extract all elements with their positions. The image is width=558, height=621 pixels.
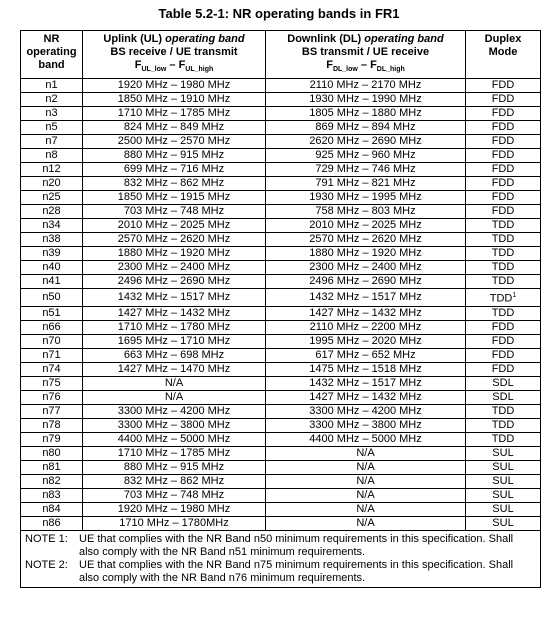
- band-cell: n20: [21, 177, 83, 191]
- band-cell: n70: [21, 334, 83, 348]
- duplex-cell: FDD: [466, 177, 541, 191]
- table-title: Table 5.2-1: NR operating bands in FR1: [158, 6, 400, 21]
- duplex-cell: TDD: [466, 418, 541, 432]
- uplink-cell: 1920 MHz – 1980 MHz: [83, 502, 266, 516]
- uplink-cell: N/A: [83, 390, 266, 404]
- nr-bands-table: [20, 30, 541, 588]
- duplex-cell: SUL: [466, 446, 541, 460]
- downlink-cell: 1805 MHz – 1880 MHz: [266, 107, 466, 121]
- duplex-cell: FDD: [466, 163, 541, 177]
- band-cell: n28: [21, 205, 83, 219]
- downlink-cell: 1432 MHz – 1517 MHz: [266, 289, 466, 307]
- downlink-cell: 2110 MHz – 2170 MHz: [266, 79, 466, 93]
- duplex-cell: FDD: [466, 320, 541, 334]
- band-cell: n7: [21, 135, 83, 149]
- table-row: [21, 320, 541, 334]
- band-cell: n81: [21, 460, 83, 474]
- downlink-cell: 2010 MHz – 2025 MHz: [266, 219, 466, 233]
- downlink-cell: 791 MHz – 821 MHz: [266, 177, 466, 191]
- table-row: [21, 362, 541, 376]
- table-row: [21, 275, 541, 289]
- band-cell: n76: [21, 390, 83, 404]
- uplink-cell: 832 MHz – 862 MHz: [83, 474, 266, 488]
- duplex-cell: FDD: [466, 107, 541, 121]
- table-row: [21, 306, 541, 320]
- duplex-cell: FDD: [466, 334, 541, 348]
- table-row: [21, 93, 541, 107]
- downlink-cell: 1427 MHz – 1432 MHz: [266, 306, 466, 320]
- uplink-cell: 3300 MHz – 4200 MHz: [83, 404, 266, 418]
- uplink-cell: 2496 MHz – 2690 MHz: [83, 275, 266, 289]
- downlink-cell: 729 MHz – 746 MHz: [266, 163, 466, 177]
- header-row: [21, 31, 541, 79]
- uplink-cell: 1850 MHz – 1915 MHz: [83, 191, 266, 205]
- downlink-cell: N/A: [266, 460, 466, 474]
- downlink-cell: 1432 MHz – 1517 MHz: [266, 376, 466, 390]
- band-cell: n8: [21, 149, 83, 163]
- table-row: [21, 502, 541, 516]
- uplink-cell: 880 MHz – 915 MHz: [83, 460, 266, 474]
- table-row: [21, 289, 541, 307]
- table-row: [21, 121, 541, 135]
- table-row: [21, 261, 541, 275]
- duplex-cell: FDD: [466, 149, 541, 163]
- band-cell: n34: [21, 219, 83, 233]
- band-cell: n38: [21, 233, 83, 247]
- uplink-cell: 2300 MHz – 2400 MHz: [83, 261, 266, 275]
- duplex-cell: FDD: [466, 121, 541, 135]
- downlink-cell: 1995 MHz – 2020 MHz: [266, 334, 466, 348]
- table-row: [21, 191, 541, 205]
- band-cell: n66: [21, 320, 83, 334]
- downlink-cell: 2300 MHz – 2400 MHz: [266, 261, 466, 275]
- band-cell: n12: [21, 163, 83, 177]
- table-body: [21, 79, 541, 531]
- band-cell: n2: [21, 93, 83, 107]
- table-row: [21, 376, 541, 390]
- table-row: [21, 446, 541, 460]
- uplink-cell: 1880 MHz – 1920 MHz: [83, 247, 266, 261]
- downlink-cell: 869 MHz – 894 MHz: [266, 121, 466, 135]
- downlink-cell: 1930 MHz – 1995 MHz: [266, 191, 466, 205]
- header-band: NR operating band: [21, 31, 83, 79]
- footnote-marker: 1: [512, 292, 517, 300]
- duplex-cell: FDD: [466, 362, 541, 376]
- header-downlink: Downlink (DL) operating band BS transmit / UE receive $F_{DL\_low} - F_{DL\_high}$: [266, 31, 466, 79]
- downlink-cell: 2570 MHz – 2620 MHz: [266, 233, 466, 247]
- uplink-cell: 1427 MHz – 1432 MHz: [83, 306, 266, 320]
- duplex-cell: TDD: [466, 404, 541, 418]
- uplink-cell: 1850 MHz – 1910 MHz: [83, 93, 266, 107]
- band-cell: n78: [21, 418, 83, 432]
- uplink-cell: 1710 MHz – 1780 MHz: [83, 320, 266, 334]
- uplink-cell: 1710 MHz – 1785 MHz: [83, 107, 266, 121]
- downlink-cell: N/A: [266, 502, 466, 516]
- uplink-cell: 2570 MHz – 2620 MHz: [83, 233, 266, 247]
- band-cell: n84: [21, 502, 83, 516]
- table-row: [21, 390, 541, 404]
- band-cell: n5: [21, 121, 83, 135]
- duplex-cell: SUL: [466, 460, 541, 474]
- table-row: [21, 247, 541, 261]
- uplink-cell: 1710 MHz – 1785 MHz: [83, 446, 266, 460]
- table-row: [21, 135, 541, 149]
- uplink-cell: 703 MHz – 748 MHz: [83, 205, 266, 219]
- duplex-cell: SUL: [466, 474, 541, 488]
- band-cell: n79: [21, 432, 83, 446]
- downlink-cell: 2620 MHz – 2690 MHz: [266, 135, 466, 149]
- table-row: [21, 348, 541, 362]
- uplink-cell: 663 MHz – 698 MHz: [83, 348, 266, 362]
- downlink-cell: 617 MHz – 652 MHz: [266, 348, 466, 362]
- table-row: [21, 418, 541, 432]
- uplink-cell: 4400 MHz – 5000 MHz: [83, 432, 266, 446]
- band-cell: n86: [21, 516, 83, 530]
- downlink-cell: 2496 MHz – 2690 MHz: [266, 275, 466, 289]
- band-cell: n75: [21, 376, 83, 390]
- uplink-cell: N/A: [83, 376, 266, 390]
- band-cell: n77: [21, 404, 83, 418]
- uplink-cell: 880 MHz – 915 MHz: [83, 149, 266, 163]
- duplex-cell: FDD: [466, 205, 541, 219]
- header-uplink: Uplink (UL) operating band BS receive / UE transmit $F_{UL\_low} - F_{UL\_high}$: [83, 31, 266, 79]
- downlink-cell: N/A: [266, 474, 466, 488]
- table-row: [21, 149, 541, 163]
- uplink-cell: 2010 MHz – 2025 MHz: [83, 219, 266, 233]
- duplex-cell: SDL: [466, 376, 541, 390]
- downlink-cell: 1880 MHz – 1920 MHz: [266, 247, 466, 261]
- band-cell: n41: [21, 275, 83, 289]
- band-cell: n51: [21, 306, 83, 320]
- table-row: [21, 516, 541, 530]
- band-cell: n80: [21, 446, 83, 460]
- uplink-cell: 703 MHz – 748 MHz: [83, 488, 266, 502]
- band-cell: n25: [21, 191, 83, 205]
- band-cell: n50: [21, 289, 83, 307]
- notes-cell: [21, 530, 541, 587]
- table-row: [21, 219, 541, 233]
- duplex-cell: FDD: [466, 191, 541, 205]
- downlink-cell: 925 MHz – 960 MHz: [266, 149, 466, 163]
- table-row: [21, 107, 541, 121]
- uplink-cell: 1695 MHz – 1710 MHz: [83, 334, 266, 348]
- band-cell: n74: [21, 362, 83, 376]
- table-row: [21, 334, 541, 348]
- band-cell: n71: [21, 348, 83, 362]
- table-row: [21, 474, 541, 488]
- downlink-cell: 1930 MHz – 1990 MHz: [266, 93, 466, 107]
- band-cell: n40: [21, 261, 83, 275]
- downlink-cell: 1475 MHz – 1518 MHz: [266, 362, 466, 376]
- duplex-cell: TDD: [466, 306, 541, 320]
- uplink-cell: 1920 MHz – 1980 MHz: [83, 79, 266, 93]
- duplex-cell: FDD: [466, 93, 541, 107]
- uplink-cell: 1432 MHz – 1517 MHz: [83, 289, 266, 307]
- table-row: [21, 163, 541, 177]
- downlink-cell: 3300 MHz – 4200 MHz: [266, 404, 466, 418]
- downlink-cell: N/A: [266, 516, 466, 530]
- table-row: [21, 404, 541, 418]
- band-cell: n3: [21, 107, 83, 121]
- duplex-cell: SDL: [466, 390, 541, 404]
- uplink-cell: 1710 MHz – 1780MHz: [83, 516, 266, 530]
- downlink-cell: 1427 MHz – 1432 MHz: [266, 390, 466, 404]
- duplex-cell: FDD: [466, 348, 541, 362]
- table-row: [21, 432, 541, 446]
- duplex-cell: TDD$^1$: [466, 289, 541, 307]
- downlink-cell: 3300 MHz – 3800 MHz: [266, 418, 466, 432]
- duplex-cell: TDD: [466, 432, 541, 446]
- notes-row: [21, 530, 541, 587]
- duplex-cell: TDD: [466, 247, 541, 261]
- duplex-cell: FDD: [466, 79, 541, 93]
- duplex-cell: TDD: [466, 233, 541, 247]
- table-row: [21, 233, 541, 247]
- downlink-cell: 758 MHz – 803 MHz: [266, 205, 466, 219]
- uplink-cell: 824 MHz – 849 MHz: [83, 121, 266, 135]
- duplex-cell: TDD: [466, 275, 541, 289]
- table-row: [21, 205, 541, 219]
- note-2: NOTE 2: UE that complies with the NR Band n75 minimum requirements in this specification. Shall also comply with the NR Band n76 minimum requirements.: [25, 558, 514, 584]
- band-cell: n1: [21, 79, 83, 93]
- table-row: [21, 177, 541, 191]
- duplex-cell: SUL: [466, 488, 541, 502]
- duplex-cell: SUL: [466, 516, 541, 530]
- band-cell: n83: [21, 488, 83, 502]
- header-duplex: Duplex Mode: [466, 31, 541, 79]
- downlink-cell: 2110 MHz – 2200 MHz: [266, 320, 466, 334]
- note-1: NOTE 1: UE that complies with the NR Band n50 minimum requirements in this specification. Shall also comply with the NR Band n51 minimum requirements.: [25, 532, 514, 558]
- uplink-cell: 1427 MHz – 1470 MHz: [83, 362, 266, 376]
- duplex-cell: SUL: [466, 502, 541, 516]
- downlink-cell: N/A: [266, 446, 466, 460]
- uplink-cell: 699 MHz – 716 MHz: [83, 163, 266, 177]
- table-row: [21, 79, 541, 93]
- band-cell: n82: [21, 474, 83, 488]
- table-row: [21, 460, 541, 474]
- band-cell: n39: [21, 247, 83, 261]
- downlink-cell: N/A: [266, 488, 466, 502]
- duplex-cell: FDD: [466, 135, 541, 149]
- uplink-cell: 3300 MHz – 3800 MHz: [83, 418, 266, 432]
- downlink-cell: 4400 MHz – 5000 MHz: [266, 432, 466, 446]
- duplex-cell: TDD: [466, 261, 541, 275]
- uplink-cell: 2500 MHz – 2570 MHz: [83, 135, 266, 149]
- table-row: [21, 488, 541, 502]
- duplex-cell: TDD: [466, 219, 541, 233]
- uplink-cell: 832 MHz – 862 MHz: [83, 177, 266, 191]
